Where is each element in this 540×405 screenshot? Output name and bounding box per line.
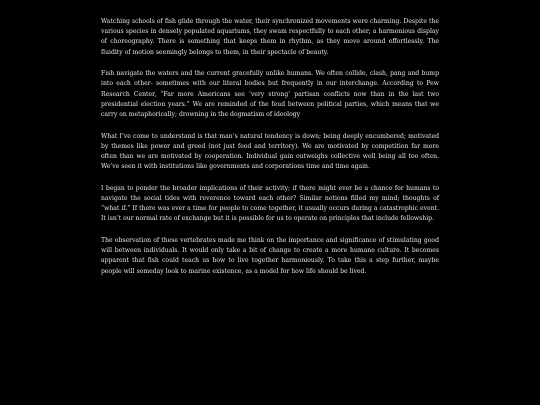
essay-body bbox=[101, 17, 439, 288]
paragraph-4: I began to ponder the broader implications of their activity; if there might ever be a chance for humans to navigate the social tides with reverence toward each other? Similar notions filled my mind; thoughts of “what if.” If there was ever a time for people to come together, it usually occurs during a catastrophic event. It isn’t our normal rate of exchange but it is possible for us to operate on principles that include fellowship. bbox=[101, 184, 439, 223]
paragraph-2: Fish navigate the waters and the current gracefully unlike humans. We often collide, clash, pang and bump into each other- sometimes with our literal bodies but frequently in our interchange. According to Pew Research Center, “Far more Americans see ‘very strong’ partisan conflicts now than in the last two presidential election years.” We are reminded of the feud between political parties, which means that we carry on metaphorically; drowning in the dogmatism of ideology bbox=[101, 70, 439, 119]
paragraph-5: The observation of these vertebrates made me think on the importance and significance of stimulating good will between individuals. It would only take a bit of change to create a more humane culture. It becomes apparent that fish could teach us how to live together harmoniously. To take this a step further, maybe people will someday look to marine existence, as a model for how life should be lived. bbox=[101, 237, 439, 275]
paragraph-3: What I’ve come to understand is that man’s natural tendency is down; being deeply encumbered; motivated by themes like power and greed (not just food and territory). We are motivated by competition far more often than we are motivated by cooperation. Individual gain outweighs collective well being all too often. We’ve seen it with institutions like governments and corporations time and time again. bbox=[101, 132, 439, 171]
paragraph-1: Watching schools of fish glide through the water, their synchronized movements were charming. Despite the various species in densely populated aquariums, they swam respectfully to each other; a harmonious display of choreography. There is something that keeps them in rhythm, as they move around effortlessly. The fluidity of motion seemingly belongs to them, in their spectacle of beauty. bbox=[101, 18, 439, 56]
